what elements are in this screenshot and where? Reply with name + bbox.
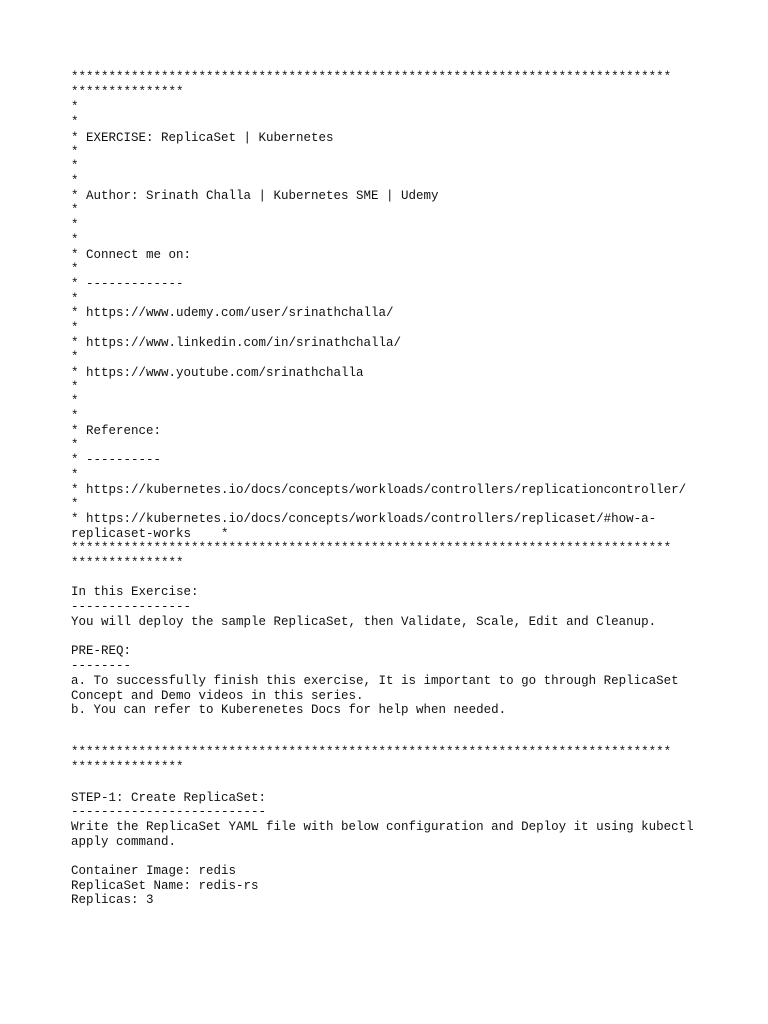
config-line: ReplicaSet Name: redis-rs: [71, 879, 259, 893]
header-line: *: [71, 159, 79, 173]
separator-border-line: ***************: [71, 760, 184, 774]
body-text: You will deploy the sample ReplicaSet, then Validate, Scale, Edit and Cleanup.: [71, 615, 657, 629]
exercise-title: * EXERCISE: ReplicaSet | Kubernetes: [71, 131, 334, 145]
header-line: *: [71, 145, 79, 159]
section-heading: PRE-REQ:: [71, 644, 132, 658]
udemy-link-line: * https://www.udemy.com/user/srinathchalla/: [71, 306, 394, 320]
header-line: *: [71, 203, 79, 217]
header-line: *: [71, 115, 79, 129]
body-text: apply command.: [71, 835, 177, 849]
body-text: Write the ReplicaSet YAML file with below configuration and Deploy it using kubectl: [71, 820, 694, 834]
step-heading: STEP-1: Create ReplicaSet:: [71, 791, 267, 805]
section-underline: --------------------------: [71, 805, 267, 819]
header-line: *: [71, 438, 79, 452]
reference-link-line: replicaset-works *: [71, 527, 229, 541]
reference-link-line: * https://kubernetes.io/docs/concepts/workloads/controllers/replicationcontroller/: [71, 483, 687, 497]
header-line: *: [71, 409, 79, 423]
header-line: *: [71, 100, 79, 114]
youtube-link-line: * https://www.youtube.com/srinathchalla: [71, 366, 364, 380]
header-border-line: ********************************************************************************: [71, 70, 672, 84]
header-line: *: [71, 380, 79, 394]
section-underline: ----------------: [71, 600, 192, 614]
separator-border-line: ********************************************************************************: [71, 745, 672, 759]
header-line: *: [71, 233, 79, 247]
section-underline: --------: [71, 659, 132, 673]
body-text: b. You can refer to Kuberenetes Docs for help when needed.: [71, 703, 507, 717]
header-line: *: [71, 174, 79, 188]
header-line: *: [71, 292, 79, 306]
reference-link-line: * https://kubernetes.io/docs/concepts/workloads/controllers/replicaset/#how-a-: [71, 512, 657, 526]
author-line: * Author: Srinath Challa | Kubernetes SME | Udemy: [71, 189, 439, 203]
header-line: *: [71, 218, 79, 232]
config-line: Replicas: 3: [71, 893, 154, 907]
body-text: a. To successfully finish this exercise, It is important to go through ReplicaSet: [71, 674, 679, 688]
header-line: *: [71, 468, 79, 482]
header-border-line: ***************: [71, 85, 184, 99]
header-line: *: [71, 262, 79, 276]
linkedin-link-line: * https://www.linkedin.com/in/srinathchalla/: [71, 336, 402, 350]
reference-heading: * Reference:: [71, 424, 162, 438]
section-heading: In this Exercise:: [71, 585, 199, 599]
header-line: * -------------: [71, 277, 184, 291]
header-line: *: [71, 394, 79, 408]
config-line: Container Image: redis: [71, 864, 237, 878]
connect-heading: * Connect me on:: [71, 248, 192, 262]
body-text: Concept and Demo videos in this series.: [71, 689, 364, 703]
header-line: * ----------: [71, 453, 162, 467]
header-line: *: [71, 321, 79, 335]
header-line: *: [71, 350, 79, 364]
header-border-line: ***************: [71, 556, 184, 570]
header-border-line: ********************************************************************************: [71, 541, 672, 555]
header-line: *: [71, 497, 79, 511]
